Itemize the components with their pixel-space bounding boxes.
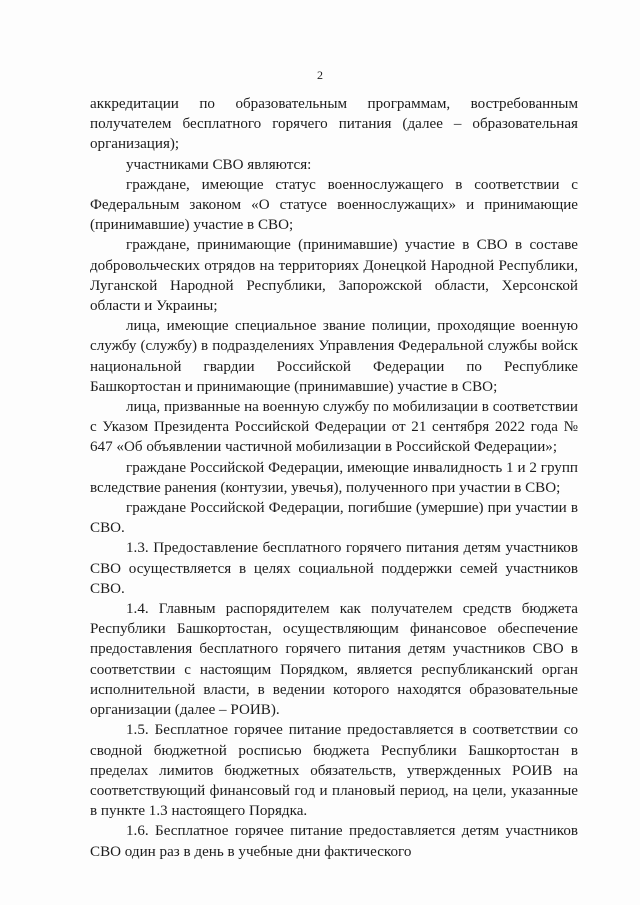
paragraph-clause-1-4: 1.4. Главным распорядителем как получателем средств бюджета Республики Башкортостан, осуществляющим финансовое обеспечение предоставления бесплатного горячего питания детям участников СВО в соответствии с настоящим Порядком, является республиканский орган исполнительной власти, в ведении которого находятся образовательные организации (далее – РОИВ). [90, 601, 578, 719]
paragraph-clause-1-3: 1.3. Предоставление бесплатного горячего питания детям участников СВО осуществляется в целях социальной поддержки семей участников СВО. [90, 540, 578, 597]
paragraph-police-guard: лица, имеющие специальное звание полиции, проходящие военную службу (службу) в подразделениях Управления Федеральной службы войск национальной гвардии Российской Федерации по Республике Башкортостан и принимающие (принимавшие) участие в СВО; [90, 318, 578, 395]
paragraph-continuation: аккредитации по образовательным программам, востребованным получателем бесплатного горячего питания (далее – образовательная организация); [90, 96, 578, 153]
paragraph-deceased: граждане Российской Федерации, погибшие (умершие) при участии в СВО. [90, 500, 578, 537]
paragraph-clause-1-5: 1.5. Бесплатное горячее питание предоставляется в соответствии со сводной бюджетной росписью бюджета Республики Башкортостан в пределах лимитов бюджетных обязательств, утвержденных РОИВ на соответствующий финансовый год и плановый период, на цели, указанные в пункте 1.3 настоящего Порядка. [90, 722, 578, 820]
paragraph-disabled: граждане Российской Федерации, имеющие инвалидность 1 и 2 групп вследствие ранения (контузии, увечья), полученного при участии в СВО; [90, 459, 578, 496]
paragraph-clause-1-6: 1.6. Бесплатное горячее питание предоставляется детям участников СВО один раз в день в учебные дни фактического [90, 823, 578, 860]
paragraph-mobilized: лица, призванные на военную службу по мобилизации в соответствии с Указом Президента Российской Федерации от 21 сентября 2022 года № 647 «Об объявлении частичной мобилизации в Российской Федерации»; [90, 399, 578, 456]
page-number: 2 [317, 68, 323, 82]
paragraph-volunteers: граждане, принимающие (принимавшие) участие в СВО в составе добровольческих отрядов на территориях Донецкой Народной Республики, Луганской Народной Республики, Запорожской области, Херсонской области и Украины; [90, 237, 578, 315]
paragraph-servicemen: граждане, имеющие статус военнослужащего в соответствии с Федеральным законом «О статусе военнослужащих» и принимающие (принимавшие) участие в СВО; [90, 176, 578, 234]
paragraph-svo-participants-intro: участниками СВО являются: [126, 156, 312, 173]
document-body [90, 94, 578, 862]
